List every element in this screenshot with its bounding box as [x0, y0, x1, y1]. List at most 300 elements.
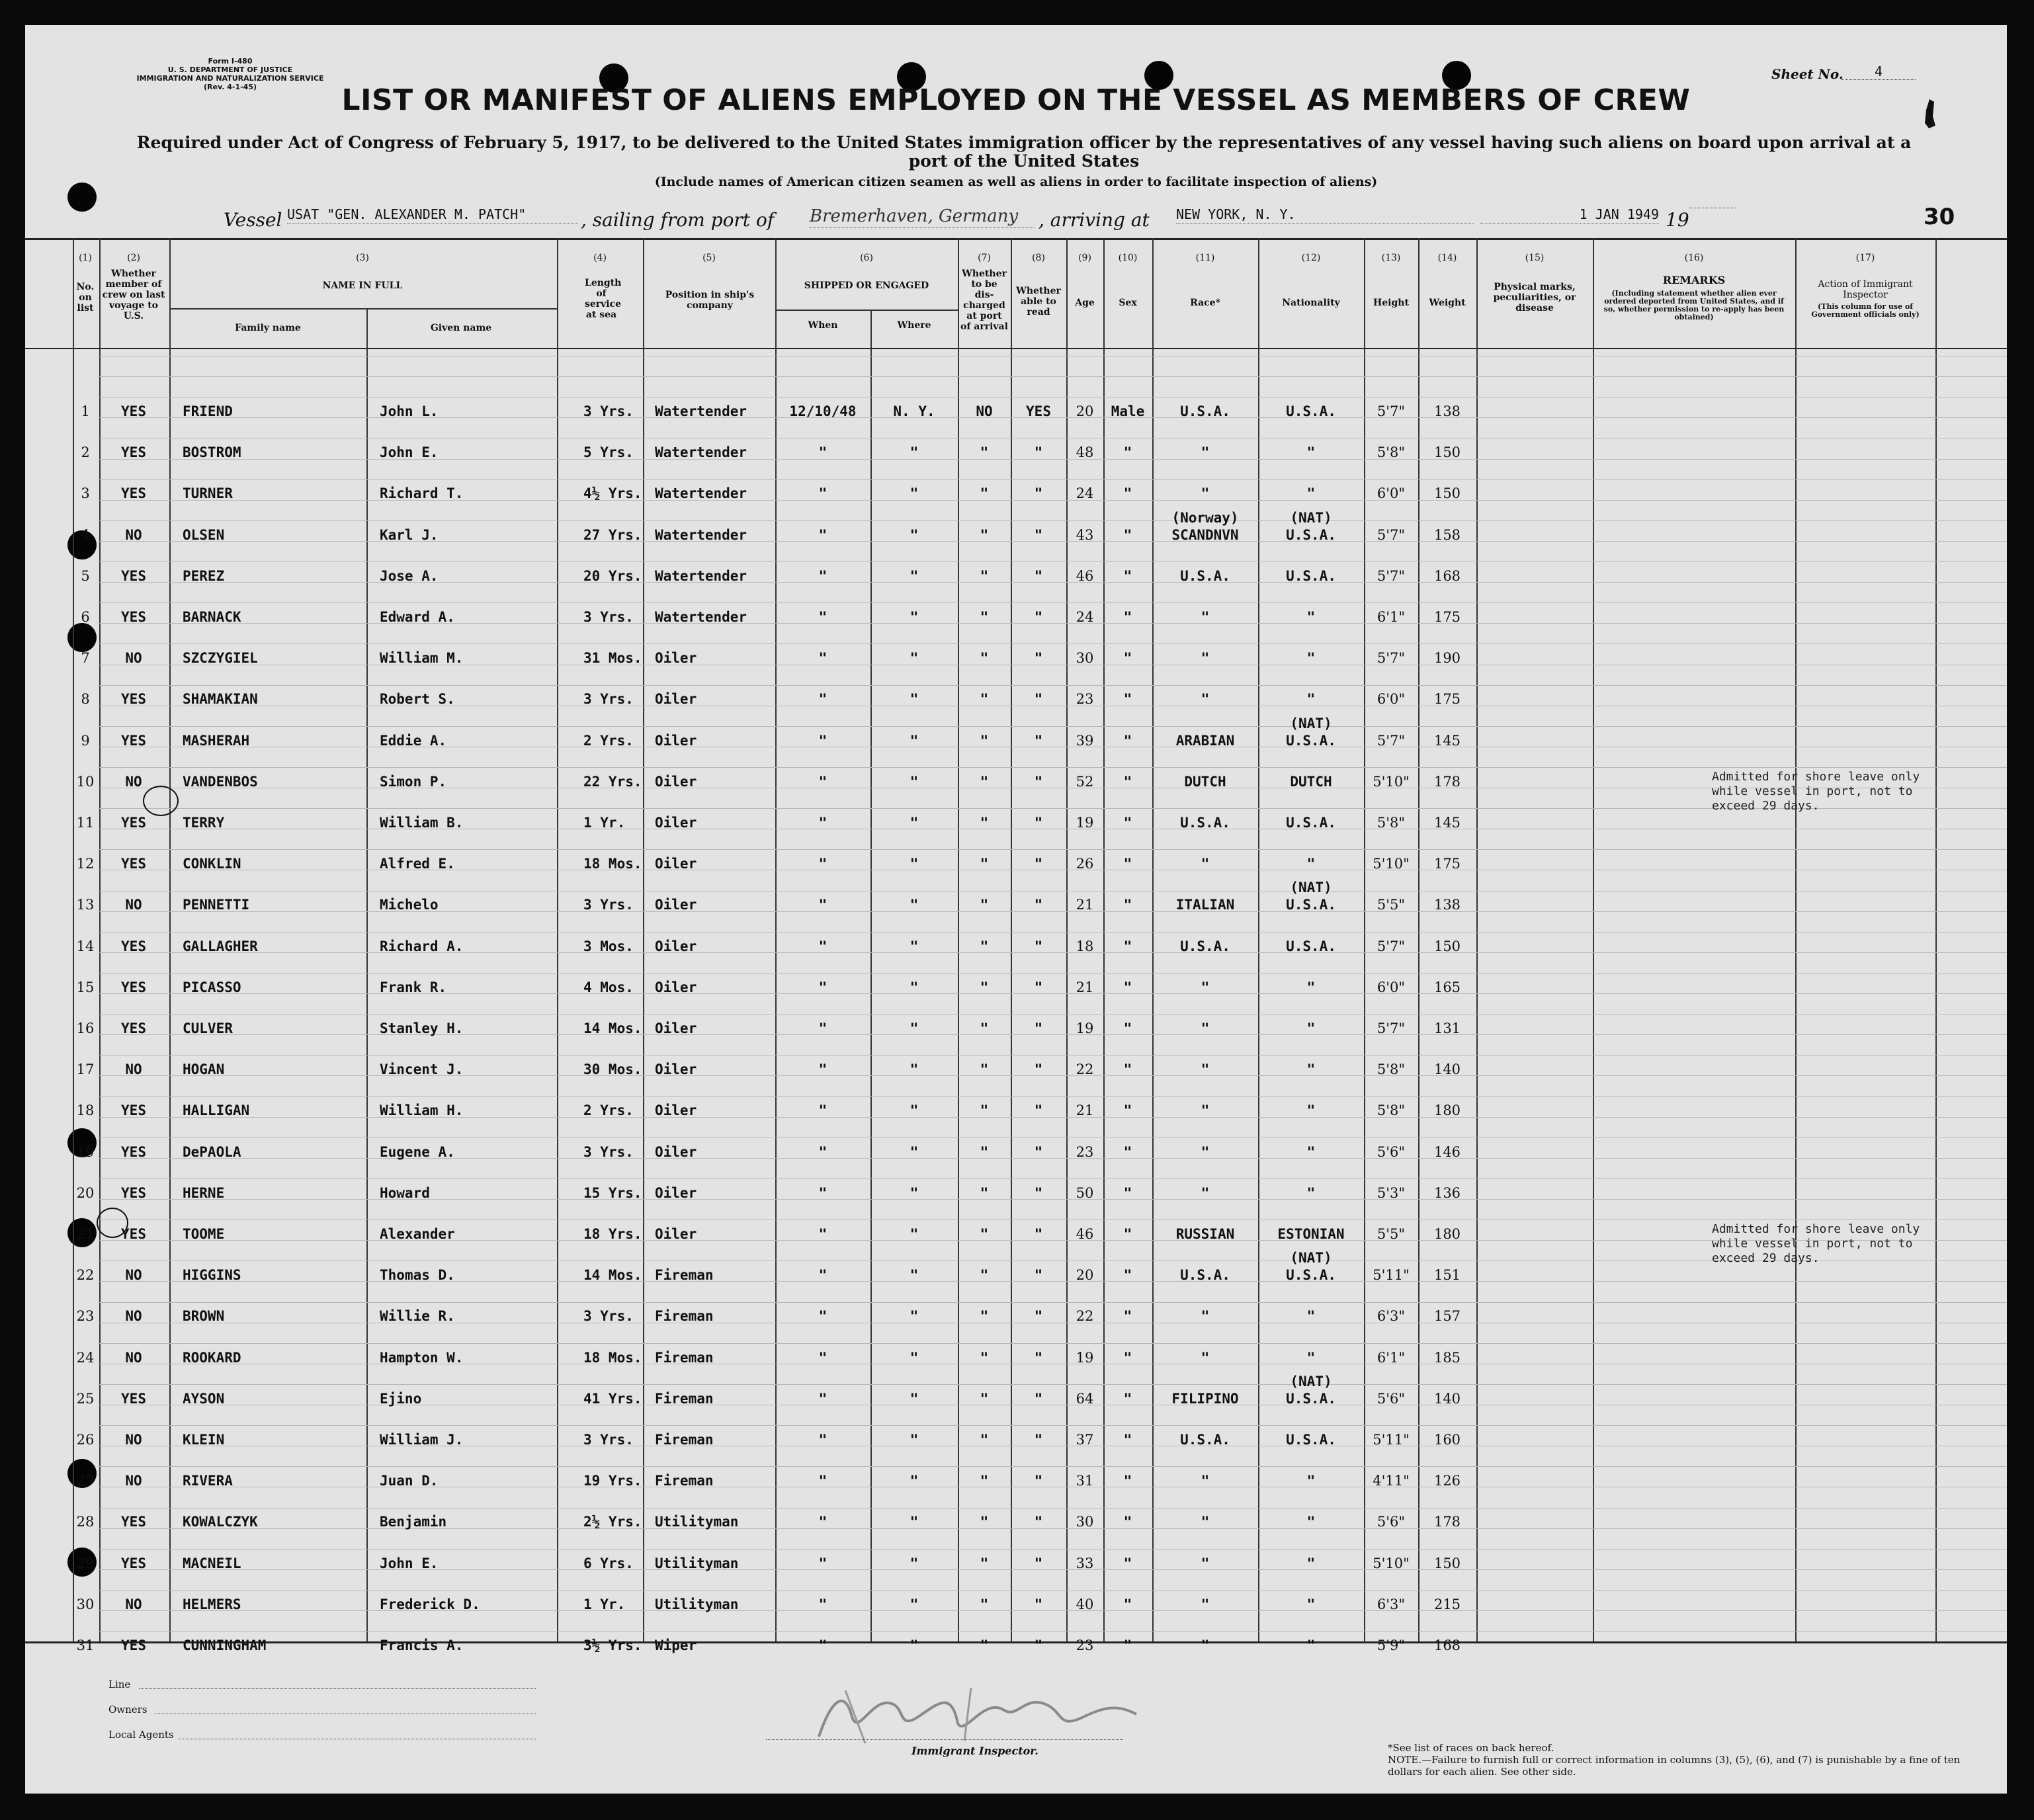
- cell-sex: ": [1123, 1514, 1132, 1530]
- cell-height: 6'3": [1377, 1308, 1406, 1324]
- header-family: Family name: [235, 323, 301, 333]
- cell-last: NO: [125, 527, 142, 543]
- cell-weight: 131: [1433, 1020, 1461, 1036]
- cell-last: YES: [121, 1144, 146, 1160]
- cell-height: 5'8": [1377, 444, 1406, 460]
- cell-height: 5'7": [1377, 527, 1406, 543]
- col-num: (4): [593, 253, 607, 263]
- cell-family: ROOKARD: [183, 1350, 241, 1366]
- cell-nat: ": [1306, 444, 1316, 460]
- cell-family: VANDENBOS: [183, 774, 258, 790]
- cell-family: KLEIN: [183, 1432, 225, 1448]
- cell-age: 22: [1076, 1308, 1094, 1324]
- cell-given: Jose A.: [380, 568, 439, 584]
- cell-last: YES: [121, 733, 146, 749]
- cell-sex: ": [1123, 568, 1132, 584]
- cell-read: ": [1034, 733, 1043, 749]
- header-where: Where: [897, 320, 931, 331]
- cell-race: U.S.A.: [1180, 815, 1230, 831]
- page-subtitle: Required under Act of Congress of February 5, 1917, to be delivered to the United States immigration officer by the representatives of any vessel having such aliens on board upon arrival at a port of the United States: [136, 133, 1912, 171]
- cell-height: 6'0": [1377, 979, 1406, 995]
- cell-nat: ": [1306, 485, 1316, 501]
- cell-disch: ": [980, 1267, 989, 1283]
- cell-last: YES: [121, 1226, 146, 1242]
- cell-service: 2½ Yrs.: [583, 1514, 642, 1530]
- cell-disch: ": [980, 1596, 989, 1612]
- cell-when: ": [818, 1514, 827, 1530]
- cell-disch: ": [980, 1514, 989, 1530]
- cell-race: ": [1201, 485, 1210, 501]
- cell-no: 13: [76, 897, 95, 913]
- cell-sex: ": [1123, 650, 1132, 666]
- cell-nat: ": [1306, 1102, 1316, 1118]
- cell-service: 31 Mos.: [583, 650, 642, 666]
- cell-read: ": [1034, 1473, 1043, 1489]
- cell-disch: ": [980, 938, 989, 954]
- ruled-line: [98, 685, 2007, 686]
- column-divider: [1593, 238, 1594, 1641]
- cell-read: ": [1034, 527, 1043, 543]
- cell-where: ": [910, 1391, 919, 1407]
- col-num: (3): [356, 253, 369, 263]
- header-position: Position in ship's company: [665, 290, 755, 311]
- cell-position: Oiler: [655, 1144, 697, 1160]
- cell-read: ": [1034, 1144, 1043, 1160]
- cell-race: U.S.A.: [1180, 1267, 1230, 1283]
- cell-read: ": [1034, 856, 1043, 872]
- sheet-number: 4: [1842, 63, 1916, 80]
- arriving-label: , arriving at: [1038, 209, 1150, 231]
- cell-where: ": [910, 1267, 919, 1283]
- ruled-line: [98, 602, 2007, 603]
- cell-age: 39: [1076, 733, 1094, 749]
- cell-given: Edward A.: [380, 609, 455, 625]
- cell-nat: ": [1306, 1061, 1316, 1077]
- cell-nat: U.S.A.: [1286, 938, 1336, 954]
- cell-given: Simon P.: [380, 774, 447, 790]
- cell-service: 19 Yrs.: [583, 1473, 642, 1489]
- cell-height: 6'1": [1377, 609, 1406, 625]
- cell-disch: ": [980, 856, 989, 872]
- cell-position: Fireman: [655, 1308, 714, 1324]
- cell-family: CONKLIN: [183, 856, 241, 872]
- cell-sex: ": [1123, 733, 1132, 749]
- cell-service: 1 Yr.: [583, 815, 626, 831]
- cell-service: 22 Yrs.: [583, 774, 642, 790]
- cell-nat: U.S.A.: [1286, 1432, 1336, 1448]
- cell-when: ": [818, 1185, 827, 1201]
- cell-position: Fireman: [655, 1350, 714, 1366]
- cell-no: 26: [76, 1432, 95, 1448]
- cell-weight: 158: [1433, 527, 1461, 543]
- cell-family: TURNER: [183, 485, 233, 501]
- cell-sex: ": [1123, 1144, 1132, 1160]
- cell-age: 22: [1076, 1061, 1094, 1077]
- cell-when: ": [818, 1391, 827, 1407]
- cell-disch: ": [980, 527, 989, 543]
- cell-sex: ": [1123, 774, 1132, 790]
- cell-race: U.S.A.: [1180, 938, 1230, 954]
- cell-nat-note: (NAT): [1290, 510, 1332, 526]
- cell-disch: ": [980, 1432, 989, 1448]
- cell-service: 30 Mos.: [583, 1061, 642, 1077]
- cell-weight: 178: [1433, 1514, 1461, 1530]
- cell-where: ": [910, 650, 919, 666]
- cell-disch: ": [980, 444, 989, 460]
- column-divider: [1935, 238, 1937, 1641]
- cell-no: 23: [76, 1308, 95, 1324]
- header-weight: Weight: [1429, 298, 1466, 308]
- cell-family: SZCZYGIEL: [183, 650, 258, 666]
- header-service: Length of service at sea: [585, 278, 622, 320]
- cell-nat: U.S.A.: [1286, 733, 1336, 749]
- cell-race: ITALIAN: [1175, 897, 1235, 913]
- cell-read: ": [1034, 1061, 1043, 1077]
- cell-when: ": [818, 979, 827, 995]
- cell-read: ": [1034, 1514, 1043, 1530]
- cell-where: ": [910, 568, 919, 584]
- footnote-penalty: NOTE.—Failure to furnish full or correct information in columns (3), (5), (6), and (7) is punishable by a fine of ten dollars for each alien. See other side.: [1388, 1754, 1961, 1778]
- cell-service: 3 Yrs.: [583, 403, 634, 419]
- cell-age: 18: [1076, 938, 1094, 954]
- cell-nat: U.S.A.: [1286, 815, 1336, 831]
- cell-race: ": [1201, 609, 1210, 625]
- cell-race: U.S.A.: [1180, 568, 1230, 584]
- form-number: Form I-480: [208, 57, 253, 65]
- cell-family: PENNETTI: [183, 897, 250, 913]
- cell-when: ": [818, 1102, 827, 1118]
- cell-age: 21: [1076, 1102, 1094, 1118]
- cell-race: ": [1201, 1555, 1210, 1571]
- cell-given: Thomas D.: [380, 1267, 455, 1283]
- cell-height: 5'11": [1373, 1432, 1410, 1448]
- cell-sex: ": [1123, 1473, 1132, 1489]
- cell-age: 19: [1076, 1350, 1094, 1366]
- cell-disch: ": [980, 1020, 989, 1036]
- sheet-label: Sheet No.: [1771, 66, 1843, 82]
- cell-where: ": [910, 1102, 919, 1118]
- cell-height: 5'11": [1373, 1267, 1410, 1283]
- footer-owners-blank: [155, 1713, 536, 1714]
- cell-no: 7: [81, 650, 90, 666]
- cell-nat: ": [1306, 650, 1316, 666]
- cell-nat: U.S.A.: [1286, 897, 1336, 913]
- corner-number: 30: [1924, 204, 1955, 230]
- col-num: (8): [1032, 253, 1045, 263]
- cell-nat-note: (NAT): [1290, 716, 1332, 731]
- cell-nat: ": [1306, 1350, 1316, 1366]
- col-num: (10): [1118, 253, 1138, 263]
- cell-read: ": [1034, 1185, 1043, 1201]
- cell-when: ": [818, 650, 827, 666]
- departure-port: Bremerhaven, Germany: [810, 206, 1035, 228]
- cell-family: RIVERA: [183, 1473, 233, 1489]
- cell-family: BROWN: [183, 1308, 225, 1324]
- cell-where: ": [910, 1185, 919, 1201]
- cell-where: ": [910, 1637, 919, 1653]
- cell-when: ": [818, 1637, 827, 1653]
- cell-sex: ": [1123, 815, 1132, 831]
- cell-sex: Male: [1111, 403, 1145, 419]
- cell-no: 29: [76, 1555, 95, 1571]
- cell-family: FRIEND: [183, 403, 233, 419]
- ruled-line: [98, 1590, 2007, 1591]
- cell-height: 6'1": [1377, 1350, 1406, 1366]
- cell-service: 3 Yrs.: [583, 1308, 634, 1324]
- cell-weight: 126: [1433, 1473, 1461, 1489]
- cell-given: Ejino: [380, 1391, 422, 1407]
- cell-where: ": [910, 1226, 919, 1242]
- cell-race: DUTCH: [1184, 774, 1226, 790]
- cell-disch: ": [980, 774, 989, 790]
- year-label: 19: [1666, 209, 1689, 231]
- cell-disch: ": [980, 1391, 989, 1407]
- cell-service: 14 Mos.: [583, 1020, 642, 1036]
- cell-service: 3½ Yrs.: [583, 1637, 642, 1653]
- cell-race: ": [1201, 1061, 1210, 1077]
- cell-nat: ": [1306, 1596, 1316, 1612]
- ruled-line: [98, 1343, 2007, 1344]
- cell-age: 24: [1076, 485, 1094, 501]
- cell-family: MASHERAH: [183, 733, 250, 749]
- header-sex: Sex: [1119, 298, 1137, 308]
- header-no-on-list: No. on list: [76, 282, 95, 313]
- cell-no: 5: [81, 568, 90, 584]
- cell-service: 5 Yrs.: [583, 444, 634, 460]
- cell-family: SHAMAKIAN: [183, 691, 258, 707]
- cell-height: 5'6": [1377, 1391, 1406, 1407]
- cell-given: William M.: [380, 650, 464, 666]
- cell-when: 12/10/48: [789, 403, 857, 419]
- cell-position: Watertender: [655, 527, 747, 543]
- cell-read: ": [1034, 1637, 1043, 1653]
- cell-service: 1 Yr.: [583, 1596, 626, 1612]
- cell-position: Utilityman: [655, 1555, 739, 1571]
- ruled-line: [98, 1096, 2007, 1097]
- cell-when: ": [818, 815, 827, 831]
- cell-last: NO: [125, 1350, 142, 1366]
- cell-given: Richard A.: [380, 938, 464, 954]
- cell-given: Michelo: [380, 897, 439, 913]
- cell-where: ": [910, 1432, 919, 1448]
- cell-weight: 180: [1433, 1226, 1461, 1242]
- cell-weight: 140: [1433, 1061, 1461, 1077]
- cell-age: 30: [1076, 1514, 1094, 1530]
- cell-where: ": [910, 1144, 919, 1160]
- cell-position: Oiler: [655, 733, 697, 749]
- cell-last: NO: [125, 1267, 142, 1283]
- cell-no: 1: [81, 403, 90, 419]
- cell-weight: 151: [1433, 1267, 1461, 1283]
- cell-weight: 160: [1433, 1432, 1461, 1448]
- cell-position: Fireman: [655, 1432, 714, 1448]
- cell-where: ": [910, 1514, 919, 1530]
- cell-sex: ": [1123, 609, 1132, 625]
- cell-nat: ": [1306, 1020, 1316, 1036]
- cell-family: PEREZ: [183, 568, 225, 584]
- cell-race: ": [1201, 650, 1210, 666]
- cell-service: 3 Yrs.: [583, 609, 634, 625]
- cell-disch: ": [980, 979, 989, 995]
- cell-service: 20 Yrs.: [583, 568, 642, 584]
- ruled-line: [98, 1508, 2007, 1509]
- cell-given: John E.: [380, 1555, 439, 1571]
- cell-weight: 168: [1433, 568, 1461, 584]
- cell-sex: ": [1123, 485, 1132, 501]
- cell-disch: ": [980, 691, 989, 707]
- cell-sex: ": [1123, 1637, 1132, 1653]
- cell-weight: 215: [1433, 1596, 1461, 1612]
- cell-age: 24: [1076, 609, 1094, 625]
- cell-read: ": [1034, 1267, 1043, 1283]
- col-num: (16): [1684, 253, 1704, 263]
- cell-given: Karl J.: [380, 527, 439, 543]
- cell-service: 6 Yrs.: [583, 1555, 634, 1571]
- header-name-full: NAME IN FULL: [322, 280, 403, 291]
- col-num: (7): [978, 253, 991, 263]
- cell-where: ": [910, 979, 919, 995]
- cell-no: 17: [76, 1061, 95, 1077]
- cell-disch: ": [980, 1350, 989, 1366]
- cell-read: ": [1034, 897, 1043, 913]
- cell-when: ": [818, 485, 827, 501]
- cell-where: ": [910, 1061, 919, 1077]
- cell-last: YES: [121, 1020, 146, 1036]
- cell-sex: ": [1123, 1555, 1132, 1571]
- header-nationality: Nationality: [1282, 298, 1340, 308]
- cell-race: ": [1201, 1102, 1210, 1118]
- cell-no: 20: [76, 1185, 95, 1201]
- cell-service: 2 Yrs.: [583, 1102, 634, 1118]
- cell-given: Eugene A.: [380, 1144, 455, 1160]
- inspector-label: Immigrant Inspector.: [911, 1745, 1038, 1757]
- cell-no: 24: [76, 1350, 95, 1366]
- department: U. S. DEPARTMENT OF JUSTICE: [167, 65, 293, 74]
- cell-disch: ": [980, 897, 989, 913]
- cell-weight: 168: [1433, 1637, 1461, 1653]
- cell-weight: 150: [1433, 1555, 1461, 1571]
- cell-last: YES: [121, 1185, 146, 1201]
- cell-read: ": [1034, 979, 1043, 995]
- vessel-line: [224, 205, 1877, 231]
- cell-height: 5'5": [1377, 1226, 1406, 1242]
- cell-sex: ": [1123, 856, 1132, 872]
- cell-sex: ": [1123, 691, 1132, 707]
- cell-nat: ": [1306, 1308, 1316, 1324]
- cell-given: Stanley H.: [380, 1020, 464, 1036]
- cell-disch: ": [980, 1061, 989, 1077]
- cell-race: SCANDNVN: [1171, 527, 1239, 543]
- cell-age: 19: [1076, 815, 1094, 831]
- cell-position: Oiler: [655, 815, 697, 831]
- header-discharged: Whether to be dis-charged at port of arrival: [960, 269, 1008, 332]
- cell-height: 4'11": [1373, 1473, 1410, 1489]
- cell-sex: ": [1123, 444, 1132, 460]
- cell-height: 6'0": [1377, 485, 1406, 501]
- footnote-races: *See list of races on back hereof.: [1388, 1742, 1554, 1754]
- revision: (Rev. 4-1-45): [203, 83, 257, 91]
- cell-given: Juan D.: [380, 1473, 439, 1489]
- cell-last: YES: [121, 1391, 146, 1407]
- cell-last: YES: [121, 979, 146, 995]
- ruled-line: [98, 1466, 2007, 1467]
- cell-service: 4 Mos.: [583, 979, 634, 995]
- column-divider: [1795, 238, 1797, 1641]
- cell-height: 5'10": [1373, 856, 1410, 872]
- cell-read: ": [1034, 1391, 1043, 1407]
- cell-race-note: (Norway): [1171, 510, 1239, 526]
- cell-race: ": [1201, 856, 1210, 872]
- cell-when: ": [818, 897, 827, 913]
- circle-mark-row-21: [97, 1208, 128, 1238]
- cell-last: NO: [125, 1596, 142, 1612]
- cell-race: ": [1201, 1473, 1210, 1489]
- cell-sex: ": [1123, 1350, 1132, 1366]
- cell-family: HOGAN: [183, 1061, 225, 1077]
- cell-nat: ESTONIAN: [1277, 1226, 1345, 1242]
- cell-age: 19: [1076, 1020, 1094, 1036]
- cell-race: U.S.A.: [1180, 403, 1230, 419]
- cell-no: 28: [76, 1514, 95, 1530]
- cell-no: 19: [76, 1144, 95, 1160]
- cell-given: Frederick D.: [380, 1596, 480, 1612]
- col-num: (17): [1855, 253, 1875, 263]
- cell-no: 30: [76, 1596, 95, 1612]
- cell-nat: ": [1306, 1185, 1316, 1201]
- cell-service: 2 Yrs.: [583, 733, 634, 749]
- cell-given: Willie R.: [380, 1308, 455, 1324]
- cell-age: 37: [1076, 1432, 1094, 1448]
- cell-given: William J.: [380, 1432, 464, 1448]
- ruled-line: [98, 1631, 2007, 1632]
- cell-nat: U.S.A.: [1286, 1391, 1336, 1407]
- col-num: (11): [1195, 253, 1215, 263]
- cell-where: ": [910, 1596, 919, 1612]
- cell-disch: NO: [976, 403, 993, 419]
- circle-mark-row-10: [143, 786, 179, 816]
- sailing-label: , sailing from port of: [581, 209, 775, 231]
- cell-age: 20: [1076, 403, 1094, 419]
- cell-no: 12: [76, 856, 95, 872]
- cell-race: RUSSIAN: [1175, 1226, 1235, 1242]
- cell-disch: ": [980, 733, 989, 749]
- cell-given: Frank R.: [380, 979, 447, 995]
- cell-given: William H.: [380, 1102, 464, 1118]
- cell-height: 5'7": [1377, 938, 1406, 954]
- cell-age: 43: [1076, 527, 1094, 543]
- cell-no: 8: [81, 691, 90, 707]
- cell-when: ": [818, 1061, 827, 1077]
- cell-where: ": [910, 815, 919, 831]
- col-num: (9): [1078, 253, 1091, 263]
- cell-when: ": [818, 1473, 827, 1489]
- cell-sex: ": [1123, 1185, 1132, 1201]
- cell-last: YES: [121, 1637, 146, 1653]
- cell-family: HALLIGAN: [183, 1102, 250, 1118]
- cell-position: Wiper: [655, 1637, 697, 1653]
- year-blank: [1689, 206, 1736, 208]
- ruled-line: [98, 726, 2007, 727]
- footnote: [1388, 1742, 1983, 1778]
- cell-service: 18 Yrs.: [583, 1226, 642, 1242]
- cell-sex: ": [1123, 1061, 1132, 1077]
- cell-given: Benjamin: [380, 1514, 447, 1530]
- cell-when: ": [818, 1308, 827, 1324]
- cell-family: CUNNINGHAM: [183, 1637, 267, 1653]
- cell-race: ": [1201, 1020, 1210, 1036]
- header-when: When: [808, 320, 838, 331]
- cell-when: ": [818, 1226, 827, 1242]
